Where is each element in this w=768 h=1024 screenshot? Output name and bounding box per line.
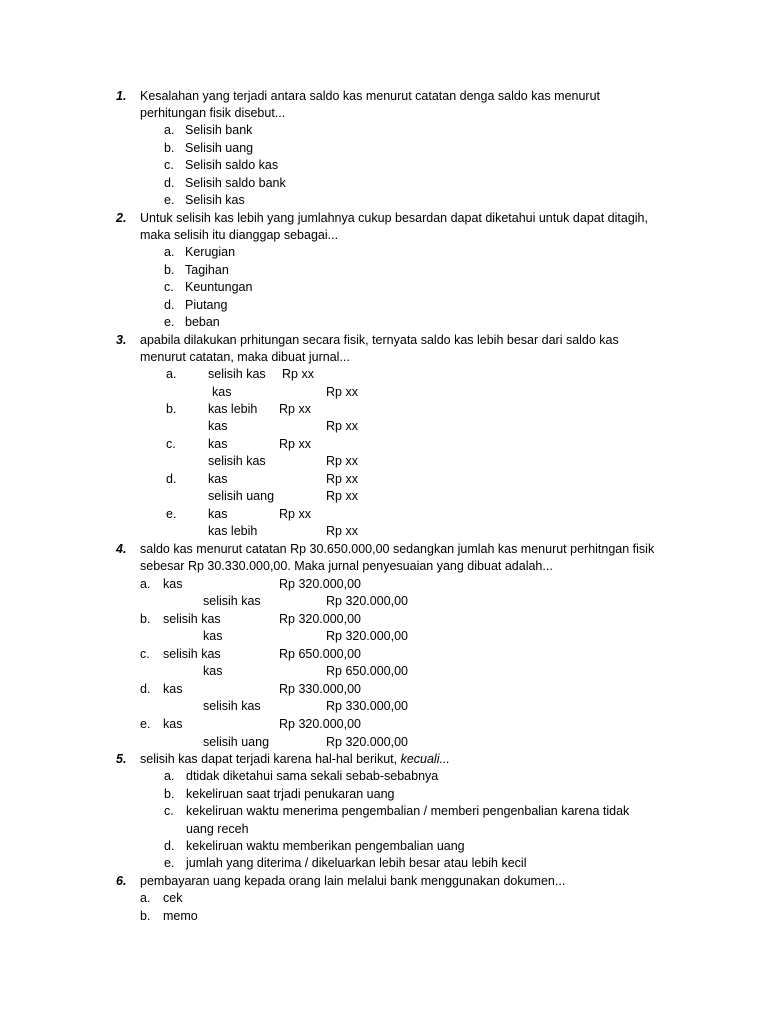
debit-account: selisih kas bbox=[208, 367, 266, 381]
option-letter: e. bbox=[164, 856, 175, 870]
credit-account: kas bbox=[212, 385, 232, 399]
question-number: 3. bbox=[116, 333, 127, 347]
credit-amount: Rp 650.000,00 bbox=[326, 664, 409, 678]
question-text-main: selisih kas dapat terjadi karena hal-hal berikut, bbox=[140, 752, 398, 766]
credit-account: kas lebih bbox=[208, 524, 258, 538]
debit-amount: Rp 650.000,00 bbox=[279, 647, 362, 661]
option-letter: c. bbox=[140, 647, 150, 661]
debit-amount: Rp xx bbox=[279, 402, 311, 416]
question-number: 1. bbox=[116, 89, 127, 103]
option-letter: c. bbox=[164, 158, 174, 172]
debit-account: kas lebih bbox=[208, 402, 258, 416]
debit-account: kas bbox=[163, 682, 183, 696]
option-letter: d. bbox=[164, 176, 175, 190]
option-letter: e. bbox=[164, 193, 175, 207]
debit-amount: Rp xx bbox=[279, 507, 311, 521]
question-number: 6. bbox=[116, 874, 127, 888]
question-text: perhitungan fisik disebut... bbox=[140, 106, 286, 120]
question-text: Untuk selisih kas lebih yang jumlahnya cukup besardan dapat diketahui untuk dapat ditagih, bbox=[140, 211, 648, 225]
option-letter: a. bbox=[140, 891, 151, 905]
option-letter: e. bbox=[166, 507, 177, 521]
debit-account: selisih kas bbox=[163, 647, 221, 661]
option-letter: e. bbox=[140, 717, 151, 731]
option-letter: b. bbox=[166, 402, 177, 416]
debit-amount: Rp 320.000,00 bbox=[279, 577, 362, 591]
option-letter: c. bbox=[164, 804, 174, 818]
option-letter: c. bbox=[164, 280, 174, 294]
credit-amount: Rp xx bbox=[326, 385, 358, 399]
option-text: beban bbox=[185, 315, 220, 329]
option-letter: a. bbox=[166, 367, 177, 381]
option-letter: a. bbox=[164, 123, 175, 137]
question-text: Kesalahan yang terjadi antara saldo kas menurut catatan denga saldo kas menurut bbox=[140, 89, 601, 103]
option-text: cek bbox=[163, 891, 183, 905]
debit-amount: Rp 330.000,00 bbox=[279, 682, 362, 696]
question-text: saldo kas menurut catatan Rp 30.650.000,00 sedangkan jumlah kas menurut perhitngan fisik bbox=[140, 542, 655, 556]
question-text: maka selisih itu dianggap sebagai... bbox=[140, 228, 339, 242]
option-text: memo bbox=[163, 909, 198, 923]
credit-amount: Rp xx bbox=[326, 489, 358, 503]
credit-account: selisih uang bbox=[208, 489, 275, 503]
option-text: kekeliruan saat trjadi penukaran uang bbox=[186, 787, 395, 801]
option-letter: b. bbox=[164, 141, 175, 155]
debit-account: kas bbox=[208, 437, 228, 451]
option-letter: b. bbox=[164, 263, 175, 277]
option-letter: a. bbox=[164, 769, 175, 783]
credit-account: selisih kas bbox=[203, 699, 261, 713]
option-text: uang receh bbox=[186, 822, 249, 836]
credit-account: kas bbox=[203, 629, 223, 643]
debit-amount: Rp 320.000,00 bbox=[279, 717, 362, 731]
question-text-emphasis: kecuali... bbox=[400, 752, 450, 766]
credit-amount: Rp 330.000,00 bbox=[326, 699, 409, 713]
option-text: Selisih uang bbox=[185, 141, 254, 155]
option-letter: e. bbox=[164, 315, 175, 329]
debit-amount: Rp xx bbox=[326, 472, 358, 486]
credit-amount: Rp 320.000,00 bbox=[326, 629, 409, 643]
option-letter: d. bbox=[164, 298, 175, 312]
credit-amount: Rp 320.000,00 bbox=[326, 594, 409, 608]
credit-amount: Rp xx bbox=[326, 524, 358, 538]
question-number: 4. bbox=[116, 542, 127, 556]
debit-account: selisih kas bbox=[163, 612, 221, 626]
credit-amount: Rp xx bbox=[326, 454, 358, 468]
option-text: Keuntungan bbox=[185, 280, 253, 294]
option-text: dtidak diketahui sama sekali sebab-sebabnya bbox=[186, 769, 439, 783]
credit-account: selisih kas bbox=[203, 594, 261, 608]
option-letter: d. bbox=[166, 472, 177, 486]
debit-amount: Rp xx bbox=[282, 367, 314, 381]
question-text bbox=[140, 751, 450, 768]
option-letter: d. bbox=[140, 682, 151, 696]
question-text: apabila dilakukan prhitungan secara fisik, ternyata saldo kas lebih besar dari saldo kas bbox=[140, 333, 619, 347]
option-text: jumlah yang diterima / dikeluarkan lebih besar atau lebih kecil bbox=[186, 856, 527, 870]
option-letter: b. bbox=[164, 787, 175, 801]
question-text: sebesar Rp 30.330.000,00. Maka jurnal penyesuaian yang dibuat adalah... bbox=[140, 559, 553, 573]
debit-account: kas bbox=[208, 507, 228, 521]
credit-amount: Rp 320.000,00 bbox=[326, 735, 409, 749]
credit-account: selisih kas bbox=[208, 454, 266, 468]
option-letter: a. bbox=[164, 245, 175, 259]
debit-amount: Rp xx bbox=[279, 437, 311, 451]
option-letter: c. bbox=[166, 437, 176, 451]
option-text: Kerugian bbox=[185, 245, 236, 259]
question-number: 2. bbox=[116, 211, 127, 225]
debit-amount: Rp 320.000,00 bbox=[279, 612, 362, 626]
option-text: Selisih kas bbox=[185, 193, 245, 207]
question-number: 5. bbox=[116, 752, 127, 766]
option-text: kekeliruan waktu menerima pengembalian / memberi pengenbalian karena tidak bbox=[186, 804, 630, 818]
option-text: Selisih bank bbox=[185, 123, 253, 137]
option-letter: b. bbox=[140, 612, 151, 626]
credit-amount: Rp xx bbox=[326, 419, 358, 433]
option-text: Selisih saldo kas bbox=[185, 158, 279, 172]
question-text: pembayaran uang kepada orang lain melalui bank menggunakan dokumen... bbox=[140, 874, 566, 888]
question-text: menurut catatan, maka dibuat jurnal... bbox=[140, 350, 350, 364]
debit-account: kas bbox=[208, 472, 228, 486]
credit-account: kas bbox=[203, 664, 223, 678]
option-text: Selisih saldo bank bbox=[185, 176, 286, 190]
credit-account: selisih uang bbox=[203, 735, 270, 749]
option-text: kekeliruan waktu memberikan pengembalian uang bbox=[186, 839, 465, 853]
option-letter: a. bbox=[140, 577, 151, 591]
debit-account: kas bbox=[163, 717, 183, 731]
option-letter: b. bbox=[140, 909, 151, 923]
option-letter: d. bbox=[164, 839, 175, 853]
option-text: Piutang bbox=[185, 298, 228, 312]
option-text: Tagihan bbox=[185, 263, 229, 277]
debit-account: kas bbox=[163, 577, 183, 591]
credit-account: kas bbox=[208, 419, 228, 433]
